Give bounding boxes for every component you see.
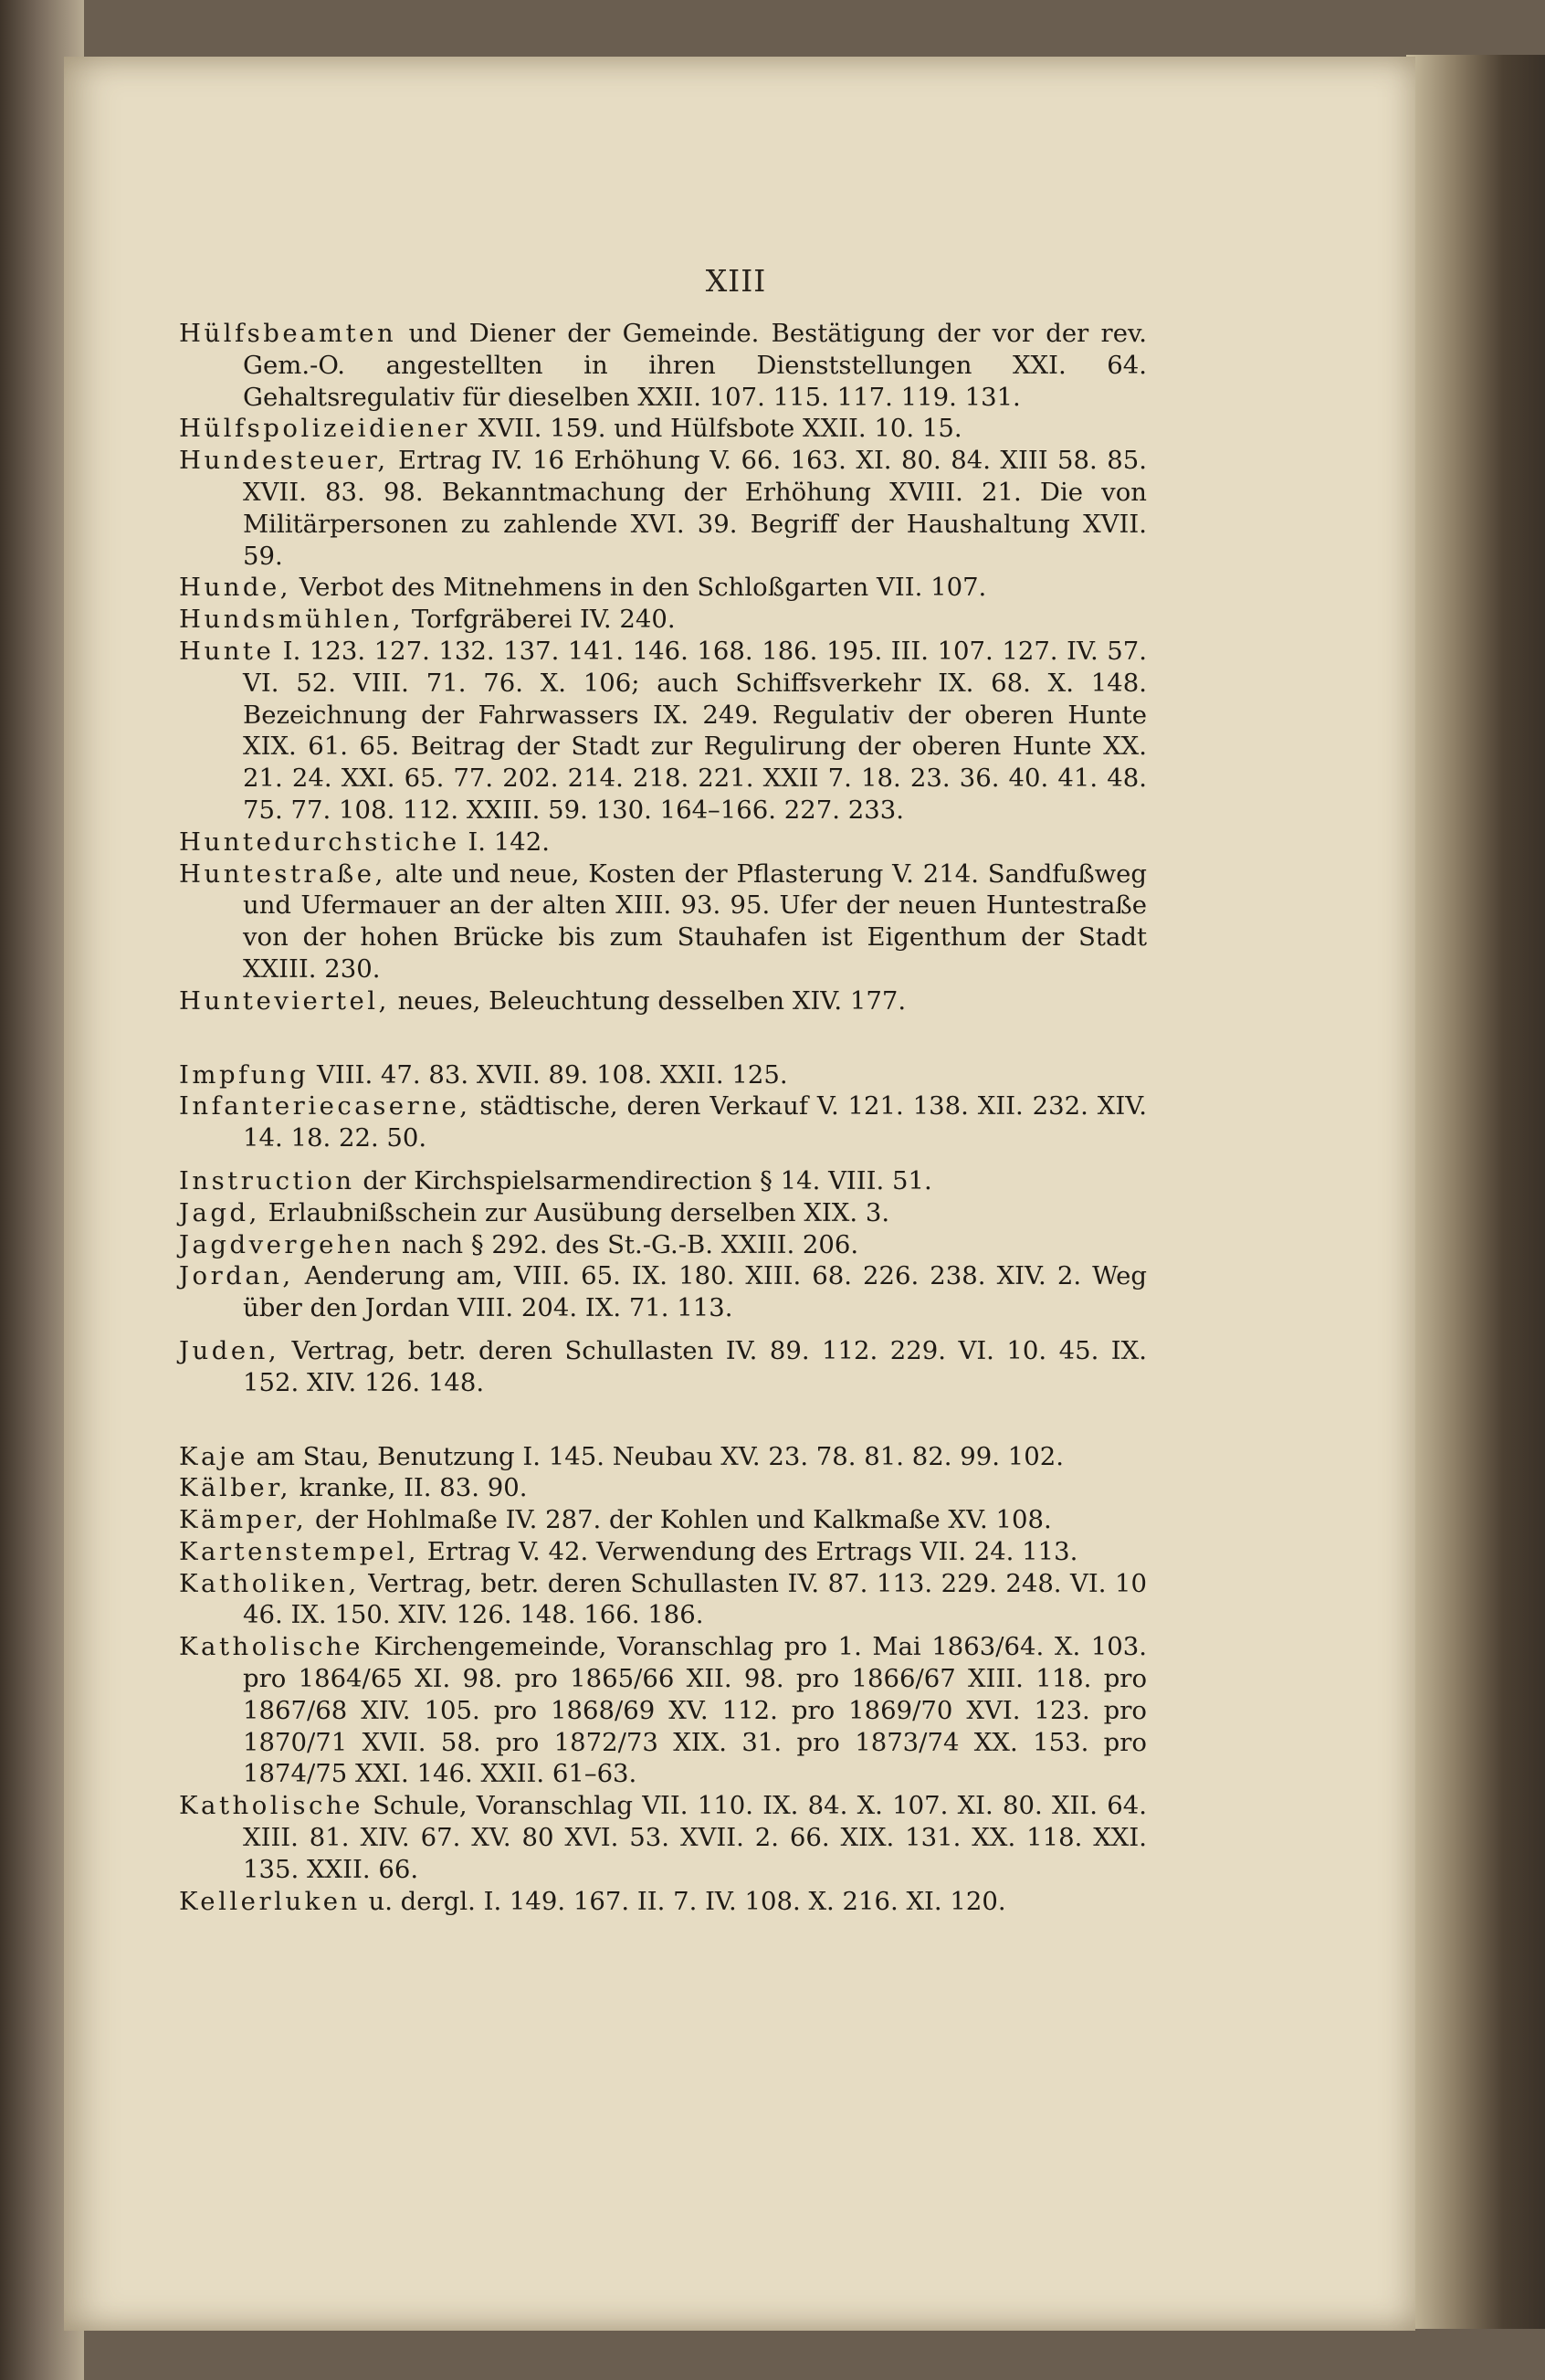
index-refs: Erlaubnißschein zur Ausübung derselben XIX. 3. [259,1197,890,1227]
index-content [179,318,1147,1917]
section-gap [179,1399,1147,1441]
index-entry [179,1536,1147,1568]
index-refs: städtische, deren Verkauf V. 121. 138. XII. 232. XIV. 14. 18. 22. 50. [243,1091,1147,1153]
page-edge [1406,55,1545,2329]
index-keyword: Kaje [179,1441,248,1471]
index-entry [179,445,1147,572]
index-keyword: Instruction [179,1165,355,1195]
index-keyword: Jordan, [179,1261,294,1291]
index-refs: Ertrag V. 42. Verwendung des Ertrags VII. 24. 113. [419,1536,1078,1566]
index-keyword: Kellerluken [179,1886,361,1916]
index-keyword: Katholische [179,1791,363,1821]
index-entry [179,636,1147,827]
index-keyword: Huntedurchstiche [179,827,460,857]
index-refs: Kirchengemeinde, Voranschlag pro 1. Mai 1863/64. X. 103. pro 1864/65 XI. 98. pro 1865/66 XII. 98. pro 1866/67 XIII. 118. pro 1867/68 XIV. 105. pro 1868/69 XV. 112. pro 1869/70 XVI. 123. pro 1870/71 XVII. 58. pro 1872/73 XIX. 31. pro 1873/74 XX. 153. pro 1874/75 XXI. 146. XXII. 61–63. [243,1632,1147,1789]
index-entry [179,1197,1147,1229]
index-entry [179,413,1147,445]
index-keyword: Kämper, [179,1505,308,1535]
index-keyword: Huntestraße, [179,858,386,889]
index-section-h [179,318,1147,1017]
index-keyword: Infanteriecaserne, [179,1091,471,1122]
index-keyword: Hunte [179,636,275,666]
index-refs: Verbot des Mitnehmens in den Schloßgarten VII. 107. [291,573,987,603]
index-refs: Vertrag, betr. deren Schullasten IV. 87. 113. 229. 248. VI. 10 46. IX. 150. XIV. 126. 148. 166. 186. [243,1568,1147,1630]
index-refs: Schule, Voranschlag VII. 110. IX. 84. X. 107. XI. 80. XII. 64. XIII. 81. XIV. 67. XV. 80 XVI. 53. XVII. 2. 66. XIX. 131. XX. 118. XXI. 135. XXII. 66. [243,1791,1147,1884]
index-refs: neues, Beleuchtung desselben XIV. 177. [389,985,907,1016]
index-entry [179,1229,1147,1261]
index-keyword: Impfung [179,1059,310,1090]
index-refs: u. dergl. I. 149. 167. II. 7. IV. 108. X. 216. XI. 120. [360,1886,1006,1916]
index-entry [179,1260,1147,1324]
index-refs: der Kirchspielsarmendirection § 14. VIII. 51. [354,1165,932,1195]
index-refs: Aenderung am, VIII. 65. IX. 180. XIII. 68. 226. 238. XIV. 2. Weg über den Jordan VIII. 204. IX. 71. 113. [243,1261,1147,1323]
index-section-i [179,1059,1147,1399]
index-refs: VIII. 47. 83. XVII. 89. 108. XXII. 125. [309,1059,788,1090]
index-refs: I. 123. 127. 132. 137. 141. 146. 168. 186. 195. III. 107. 127. IV. 57. VI. 52. VIII. 71. 76. X. 106; auch Schiffsverkehr IX. 68. X. 148. Bezeichnung der Fahrwassers IX. 249. Regulativ der oberen Hunte XIX. 61. 65. Beitrag der Stadt zur Regulirung der oberen Hunte XX. 21. 24. XXI. 65. 77. 202. 214. 218. 221. XXII 7. 18. 23. 36. 40. 41. 48. 75. 77. 108. 112. XXIII. 59. 130. 164–166. 227. 233. [243,636,1147,825]
index-entry [179,1165,1147,1197]
index-refs: Ertrag IV. 16 Erhöhung V. 66. 163. XI. 80. 84. XIII 58. 85. XVII. 83. 98. Bekanntmachung der Erhöhung XVIII. 21. Die von Militärpersonen zu zahlende XVI. 39. Begriff der Haushaltung XVII. 59. [243,446,1147,571]
index-keyword: Hundsmühlen, [179,605,405,635]
index-keyword: Jagdvergehen [179,1229,394,1259]
index-keyword: Katholiken, [179,1568,360,1598]
index-keyword: Hülfspolizeidiener [179,414,470,444]
index-entry [179,827,1147,858]
index-refs: kranke, II. 83. 90. [290,1473,528,1503]
index-entry [179,1059,1147,1091]
index-keyword: Hunde, [179,573,292,603]
index-section-k [179,1441,1147,1918]
index-entry [179,1335,1147,1399]
index-refs: und Diener der Gemeinde. Bestätigung der vor der rev. Gem.-O. angestellten in ihren Dienststellungen XXI. 64. Gehaltsregulativ für dieselben XXII. 107. 115. 117. 119. 131. [243,319,1147,412]
index-entry [179,858,1147,985]
index-entry [179,1472,1147,1504]
index-entry [179,1886,1147,1918]
index-refs: am Stau, Benutzung I. 145. Neubau XV. 23. 78. 81. 82. 99. 102. [247,1441,1064,1471]
index-entry [179,1441,1147,1473]
index-refs: Vertrag, betr. deren Schullasten IV. 89. 112. 229. VI. 10. 45. IX. 152. XIV. 126. 148. [243,1335,1147,1397]
index-entry [179,1568,1147,1632]
index-keyword: Juden, [179,1335,280,1365]
page-number: XIII [705,263,767,299]
index-refs: der Hohlmaße IV. 287. der Kohlen und Kalkmaße XV. 108. [307,1505,1052,1535]
index-refs: alte und neue, Kosten der Pflasterung V. 214. Sandfußweg und Ufermauer an der alten XIII. 93. 95. Ufer der neuen Huntestraße von der hohen Brücke bis zum Stauhafen ist Eigenthum der Stadt XXIII. 230. [243,858,1147,984]
index-refs: Torfgräberei IV. 240. [404,605,676,635]
index-keyword: Jagd, [179,1197,260,1227]
index-entry [179,604,1147,636]
section-gap [179,1017,1147,1059]
index-entry [179,1090,1147,1154]
index-refs: nach § 292. des St.-G.-B. XXIII. 206. [394,1229,859,1259]
index-entry [179,1504,1147,1536]
index-keyword: Katholische [179,1632,363,1662]
index-keyword: Kartenstempel, [179,1536,420,1566]
index-entry [179,985,1147,1017]
index-entry [179,318,1147,413]
index-keyword: Hundesteuer, [179,446,389,476]
index-entry [179,1790,1147,1885]
index-entry [179,1631,1147,1790]
index-entry [179,572,1147,604]
index-refs: I. 142. [459,827,550,857]
index-keyword: Hülfsbeamten [179,319,397,348]
index-keyword: Kälber, [179,1473,291,1503]
index-keyword: Hunteviertel, [179,985,390,1016]
index-refs: XVII. 159. und Hülfsbote XXII. 10. 15. [469,414,962,444]
